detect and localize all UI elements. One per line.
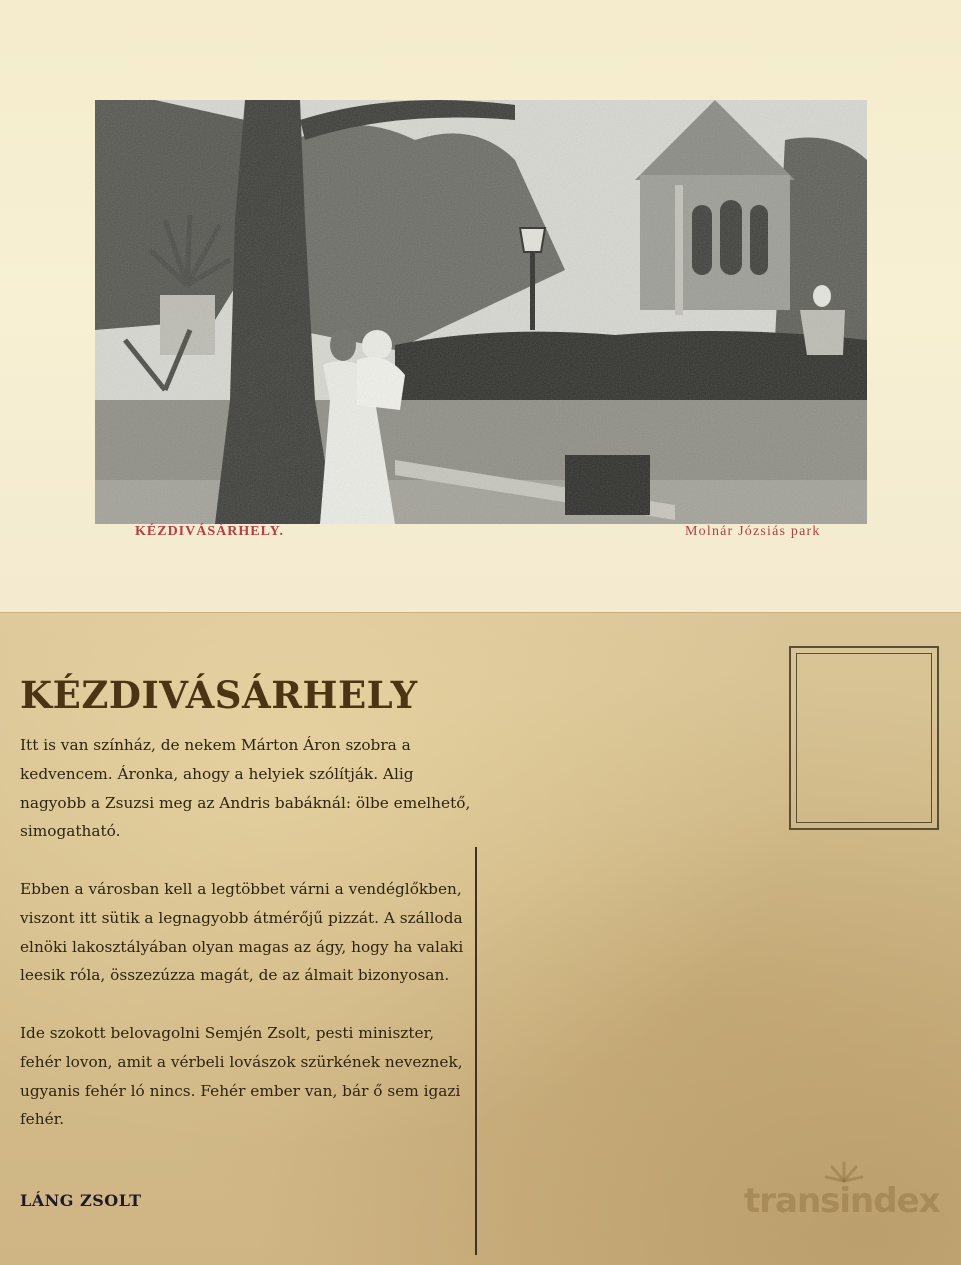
photo-caption-town: KÉZDIVÁSÁRHELY. [135,524,284,539]
stamp-placeholder [789,646,939,830]
park-scene-image [95,100,867,524]
article-body [20,731,475,1163]
paragraph: Ebben a városban kell a legtöbbet várni a vendéglőkben, viszont itt sütik a legnagyobb átmérőjű pizzát. A szálloda elnöki lakosztályában olyan magas az ágy, hogy ha valaki leesik róla, összezúzza magát, de az álmait bizonyosan. [20,879,464,985]
vintage-photo [95,100,867,524]
postcard-back [0,612,961,1265]
article-title: KÉZDIVÁSÁRHELY [20,673,418,717]
author-name: LÁNG ZSOLT [20,1191,142,1210]
postcard-front [0,0,961,612]
logo-text: transindex [744,1181,940,1221]
photo-caption-park: Molnár Józsiás park [685,524,821,539]
sun-icon [824,1159,864,1183]
address-divider [475,847,477,1255]
transindex-logo[interactable] [744,1173,940,1233]
paragraph: Itt is van színház, de nekem Márton Áron szobra a kedvencem. Áronka, ahogy a helyiek szólítják. Alig nagyobb a Zsuzsi meg az Andris babáknál: ölbe emelhető, simogatható. [20,736,471,841]
paragraph: Ide szokott belovagolni Semjén Zsolt, pesti miniszter, fehér lovon, amit a vérbeli lovászok szürkének neveznek, ugyanis fehér ló nincs. Fehér ember van, bár ő sem igazi fehér. [20,1023,463,1129]
